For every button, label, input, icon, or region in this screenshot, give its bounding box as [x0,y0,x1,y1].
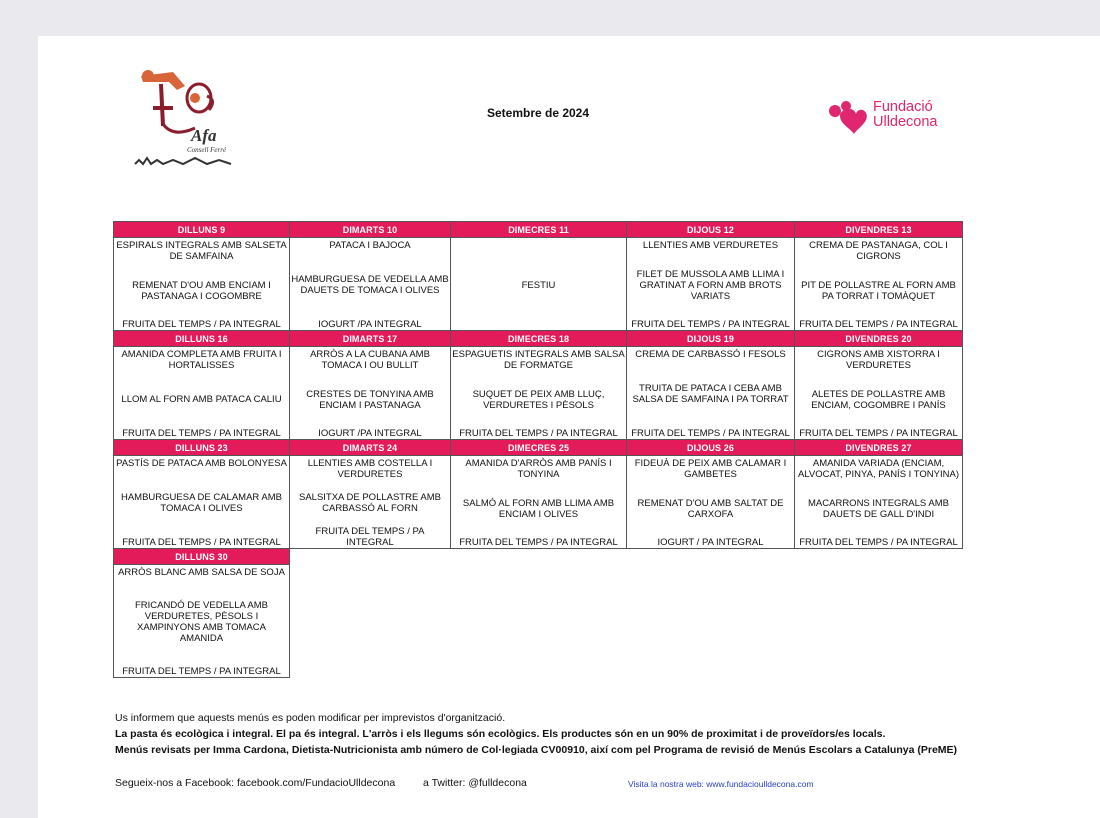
dish-item: HAMBURGUESA DE VEDELLA AMB DAUETS DE TOMACA I OLIVES [291,274,449,296]
day-menu-cell [795,347,963,440]
footer-social [115,777,527,789]
day-header: DIMARTS 17 [290,331,451,347]
afa-logo-graphic [133,68,243,172]
day-header: DILLUNS 9 [114,222,290,238]
heart-icon [826,98,874,136]
dish-item: IOGURT /PA INTEGRAL [318,428,422,439]
day-header: DIMECRES 18 [451,331,627,347]
week-menu-row [114,456,963,549]
dish-list [795,347,962,439]
day-header: DIJOUS 26 [627,440,795,456]
afa-logo [133,68,243,172]
dish-item: FRUITA DEL TEMPS / PA INTEGRAL [631,319,790,330]
menu-document [38,36,1100,818]
day-header: DILLUNS 23 [114,440,290,456]
dish-item: ALETES DE POLLASTRE AMB ENCIAM, COGOMBRE I PANÍS [811,388,946,411]
dish-item: AMANIDA COMPLETA AMB FRUITA I HORTALISSES [121,349,282,371]
dish-item: CREMA DE PASTANAGA, COL I CIGRONS [809,240,948,262]
day-header: DIMECRES 11 [451,222,627,238]
dish-list [795,238,962,330]
week-header-row [114,222,963,238]
dish-list [290,456,450,548]
dish-item: ESPAGUETIS INTEGRALS AMB SALSA DE FORMATGE [452,349,625,371]
dish-item: AMANIDA VARIADA (ENCIAM, ALVOCAT, PINYA, PANÍS I TONYINA) [797,458,959,480]
day-menu-cell [451,456,627,549]
dish-list [627,456,794,548]
dish-list [114,347,289,439]
empty-cell [290,565,451,678]
afa-logo-subtext: Consell Ferré [187,146,227,154]
holiday-label: FESTIU [521,279,556,291]
empty-cell [451,565,627,678]
day-menu-cell [114,565,290,678]
dish-item: REMENAT D'OU AMB SALTAT DE CARXOFA [637,497,784,520]
dish-list [290,238,450,330]
empty-cell [627,565,795,678]
day-menu-cell [290,238,451,331]
dish-item: IOGURT / PA INTEGRAL [657,537,764,548]
day-header: DIJOUS 19 [627,331,795,347]
dish-item: LLENTIES AMB VERDURETES [642,240,779,251]
day-header: DIMARTS 10 [290,222,451,238]
dish-item: FRUITA DEL TEMPS / PA INTEGRAL [122,537,281,548]
dish-item: IOGURT /PA INTEGRAL [318,319,422,330]
week-header-row [114,549,963,565]
dish-list [114,565,289,677]
dish-item: ARRÒS BLANC AMB SALSA DE SOJA [118,567,285,578]
day-header: DIVENDRES 13 [795,222,963,238]
dish-item: PASTÍS DE PATACA AMB BOLONYESA [116,458,287,469]
day-menu-cell [451,238,627,331]
dish-item: FRICANDÓ DE VEDELLA AMB VERDURETES, PÈSOLS I XAMPINYONS AMB TOMACA AMANIDA [134,600,269,644]
dish-item: SALSITXA DE POLLASTRE AMB CARBASSÓ AL FORN [298,492,442,514]
website-link[interactable]: Visita la nostra web: www.fundacioulldecona.com [628,779,814,789]
footer-review-note: Menús revisats per Imma Cardona, Dietista-Nutricionista amb número de Col·legiada CV00910, així com pel Programa de revisió de Menús Escolars a Catalunya (PreME) [115,744,958,756]
twitter-link[interactable]: a Twitter: @fulldecona [423,777,527,789]
dish-item: TRUITA DE PATACA I CEBA AMB SALSA DE SAMFAINA I PA TORRAT [632,383,789,405]
dish-item: FRUITA DEL TEMPS / PA INTEGRAL [799,428,958,439]
week-menu-row [114,347,963,440]
afa-logo-text: Afa [191,126,217,145]
dish-list [114,456,289,548]
day-menu-cell [627,347,795,440]
dish-item: SUQUET DE PEIX AMB LLUÇ, VERDURETES I PÈSOLS [472,388,605,411]
day-menu-cell [290,347,451,440]
dish-item: FRUITA DEL TEMPS / PA INTEGRAL [122,428,281,439]
dish-item: CREMA DE CARBASSÓ I FESOLS [635,349,786,360]
brand-name-line-2: Ulldecona [873,114,938,130]
day-header: DIVENDRES 20 [795,331,963,347]
dish-item: ESPIRALS INTEGRALS AMB SALSETA DE SAMFAINA [116,240,287,262]
menu-table [113,221,963,678]
empty-cell [795,565,963,678]
day-header: DIVENDRES 27 [795,440,963,456]
dish-item: FRUITA DEL TEMPS / PA INTEGRAL [122,666,281,677]
dish-item: FRUITA DEL TEMPS / PA INTEGRAL [799,319,958,330]
empty-header [290,549,451,565]
week-menu-row [114,238,963,331]
dish-item: REMENAT D'OU AMB ENCIAM I PASTANAGA I COGOMBRE [132,279,271,302]
day-menu-cell [114,456,290,549]
day-menu-cell [795,456,963,549]
dish-list [114,238,289,330]
dish-item: LLOM AL FORN AMB PATACA CALIU [121,394,282,405]
day-menu-cell [290,456,451,549]
dish-item: PIT DE POLLASTRE AL FORN AMB PA TORRAT I TOMÀQUET [801,279,956,302]
dish-item: HAMBURGUESA DE CALAMAR AMB TOMACA I OLIVES [120,492,282,514]
dish-item: FRUITA DEL TEMPS / PA INTEGRAL [315,526,425,548]
dish-list [795,456,962,548]
dish-item: CIGRONS AMB XISTORRA I VERDURETES [817,349,940,371]
dish-item: FIDEUÀ DE PEIX AMB CALAMAR I GAMBETES [634,458,787,480]
dish-item: FILET DE MUSSOLA AMB LLIMA I GRATINAT A FORN AMB BROTS VARIATS [636,268,785,302]
dish-item: FRUITA DEL TEMPS / PA INTEGRAL [459,537,618,548]
dish-list [451,238,626,330]
brand-name-line-1: Fundació [873,99,933,115]
dish-item: LLENTIES AMB COSTELLA I VERDURETES [307,458,433,480]
dish-list [627,238,794,330]
dish-item: FRUITA DEL TEMPS / PA INTEGRAL [799,537,958,548]
day-menu-cell [114,238,290,331]
empty-header [451,549,627,565]
facebook-link[interactable]: Segueix-nos a Facebook: facebook.com/FundacioUlldecona [115,777,396,789]
dish-item: CRESTES DE TONYINA AMB ENCIAM I PASTANAGA [306,388,434,411]
day-header: DILLUNS 30 [114,549,290,565]
day-header: DILLUNS 16 [114,331,290,347]
dish-item: PATACA I BAJOCA [329,240,411,251]
empty-header [795,549,963,565]
dish-item: SALMÓ AL FORN AMB LLIMA AMB ENCIAM I OLIVES [462,497,615,520]
dish-list [451,347,626,439]
dish-item: FRUITA DEL TEMPS / PA INTEGRAL [459,428,618,439]
week-menu-row [114,565,963,678]
dish-item: FRUITA DEL TEMPS / PA INTEGRAL [631,428,790,439]
dish-item: FRUITA DEL TEMPS / PA INTEGRAL [122,319,281,330]
day-menu-cell [451,347,627,440]
empty-header [627,549,795,565]
dish-list [290,347,450,439]
day-menu-cell [627,238,795,331]
day-menu-cell [795,238,963,331]
day-header: DIMECRES 25 [451,440,627,456]
dish-item: ARRÒS A LA CUBANA AMB TOMACA I OU BULLIT [310,349,430,371]
dish-item: AMANIDA D'ARRÒS AMB PANÍS I TONYINA [465,458,612,480]
dish-list [627,347,794,439]
footer-ingredients-note: La pasta és ecològica i integral. El pa és integral. L'arròs i els llegums són ecològics. Els productes són en un 90% de proximitat i de proveïdors/es locals. [115,728,886,740]
fundacio-logo-text [873,100,938,130]
day-menu-cell [627,456,795,549]
day-header: DIJOUS 12 [627,222,795,238]
week-header-row [114,440,963,456]
day-header: DIMARTS 24 [290,440,451,456]
day-menu-cell [114,347,290,440]
week-header-row [114,331,963,347]
footer-note: Us informem que aquests menús es poden modificar per imprevistos d'organització. [115,712,506,724]
dish-list [451,456,626,548]
dish-item: MACARRONS INTEGRALS AMB DAUETS DE GALL D'INDI [808,497,949,520]
page-title: Setembre de 2024 [486,106,590,120]
